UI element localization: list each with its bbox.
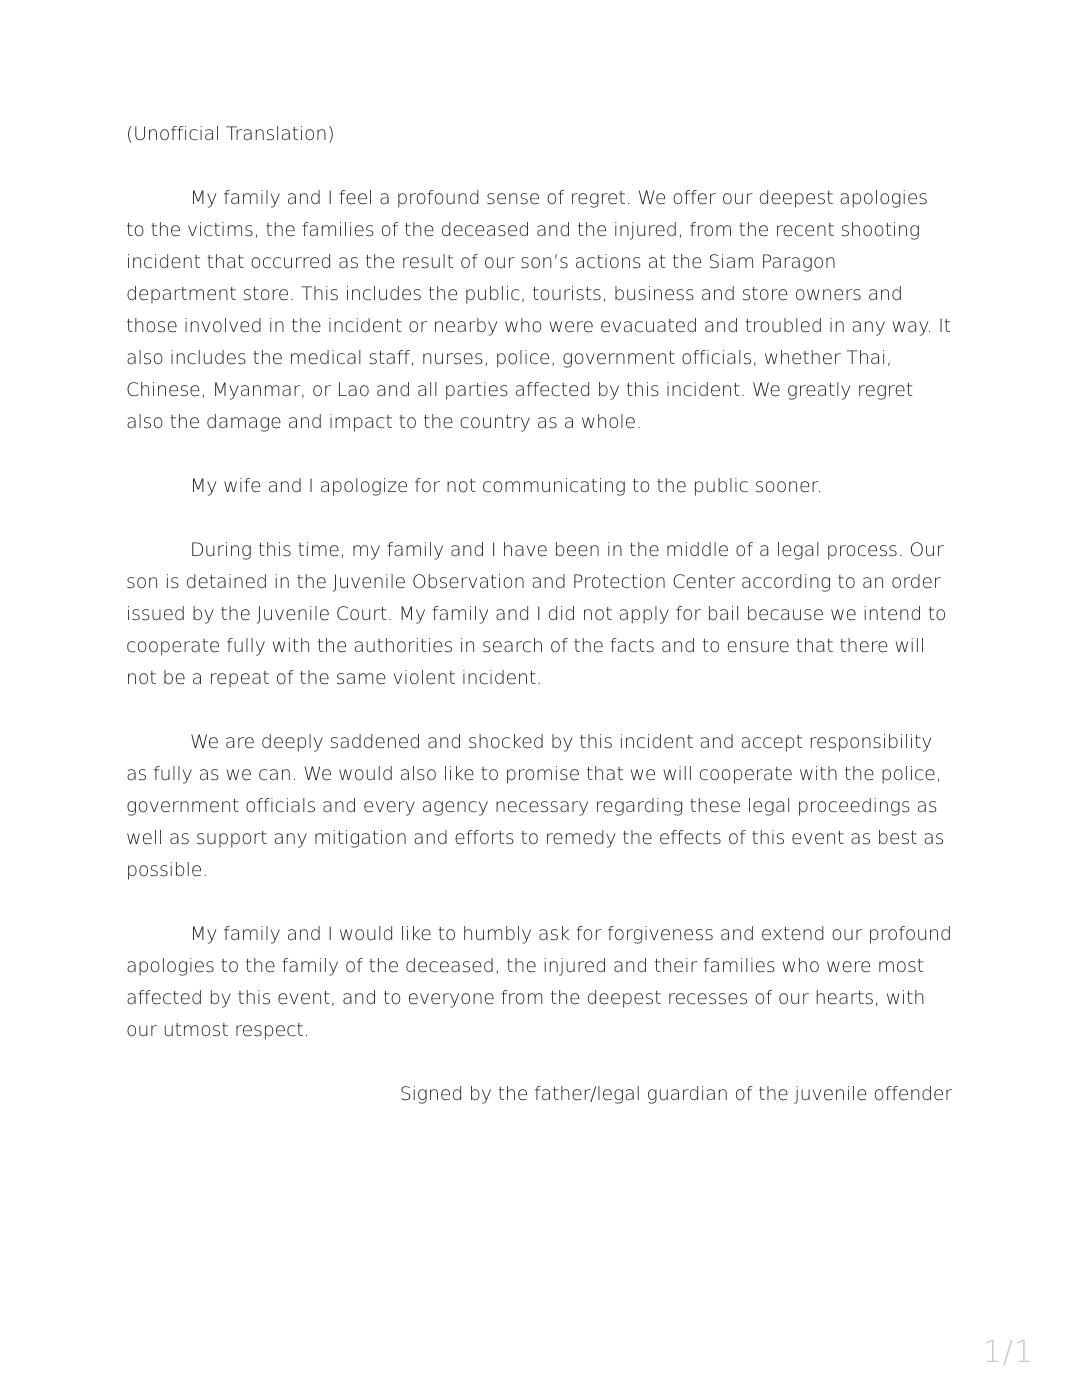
page-number-indicator: 1/1 [982,1335,1034,1370]
document-heading: (Unofficial Translation) [126,123,335,145]
document-body [126,118,952,1110]
paragraph-communication: My wife and I apologize for not communicating to the public sooner. [190,475,823,497]
paragraph-responsibility: We are deeply saddened and shocked by this incident and accept responsibility as fully as we can. We would also like to promise that we will cooperate with the police, government officials and every agency necessary regarding these legal proceedings as well as support any mitigation and efforts to remedy the effects of this event as best as possible. [126,731,945,881]
paragraph-apology: My family and I feel a profound sense of regret. We offer our deepest apologies to the victims, the families of the deceased and the injured, from the recent shooting incident that occurred as the result of our son’s actions at the Siam Paragon department store. This includes the public, tourists, business and store owners and those involved in the incident or nearby who were evacuated and troubled in any way. It also includes the medical staff, nurses, police, government officials, whether Thai, Chinese, Myanmar, or Lao and all parties affected by this incident. We greatly regret also the damage and impact to the country as a whole. [126,187,951,433]
paragraph-forgiveness: My family and I would like to humbly ask for forgiveness and extend our profound apologies to the family of the deceased, the injured and their families who were most affected by this event, and to everyone from the deepest recesses of our hearts, with our utmost respect. [126,923,952,1041]
paragraph-legal-process: During this time, my family and I have been in the middle of a legal process. Our son is detained in the Juvenile Observation and Protection Center according to an order issued by the Juvenile Court. My family and I did not apply for bail because we intend to cooperate fully with the authorities in search of the facts and to ensure that there will not be a repeat of the same violent incident. [126,539,947,689]
signature-line: Signed by the father/legal guardian of the juvenile offender [399,1083,952,1105]
